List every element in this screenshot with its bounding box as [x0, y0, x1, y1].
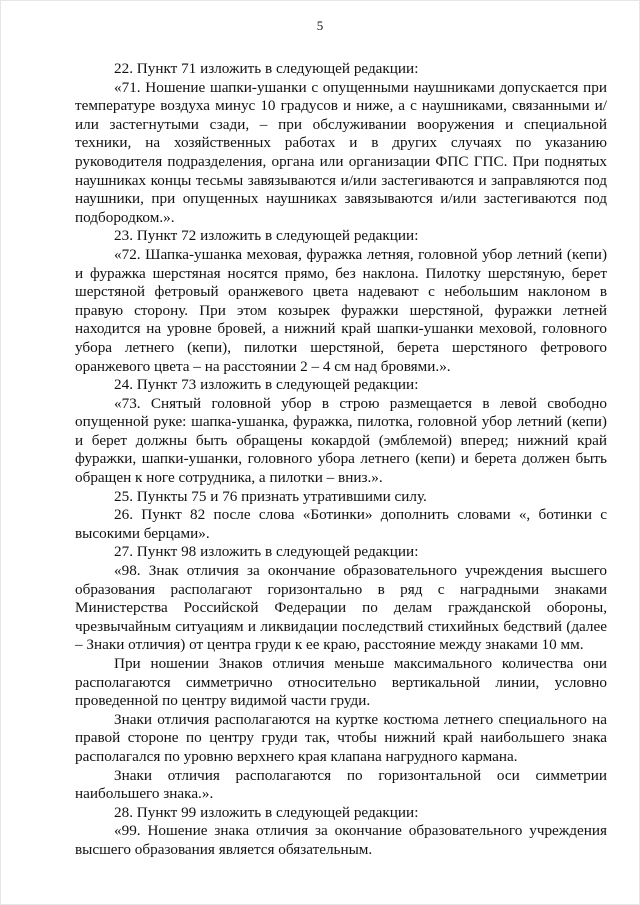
paragraph-clause-98-part-2: При ношении Знаков отличия меньше максимального количества они располагаются симметрично относительно вертикальной линии, условно проведенной по центру видимой части груди. [75, 655, 607, 710]
paragraph-item-23: 23. Пункт 72 изложить в следующей редакции: [114, 227, 419, 245]
paragraph-item-22: 22. Пункт 71 изложить в следующей редакции: [114, 60, 419, 77]
paragraph-clause-71: «71. Ношение шапки-ушанки с опущенными наушниками допускается при температуре воздуха минус 10 градусов и ниже, а с наушниками, связанными и/или застегнутыми сзади, – при обслуживании вооружения и специальной техники, на хозяйственных работах и в других случаях по указанию руководителя подразделения, органа или организации ФПС ГПС. При поднятых наушниках концы тесьмы завязываются и/или застегиваются и заправляются под наушники, при опущенных наушниках завязываются и/или застегиваются под подбородком.». [75, 78, 607, 226]
document-body [75, 60, 607, 860]
paragraph-clause-72: «72. Шапка-ушанка меховая, фуражка летняя, головной убор летний (кепи) и фуражка шерстяная носятся прямо, без наклона. Пилотку шерстяную, берет шерстяной фетровый оранжевого цвета надевают с небольшим наклоном в правую сторону. При этом козырек фуражки шерстяной, фуражки летней находится на уровне бровей, а нижний край шапки-ушанки меховой, головного убора летнего (кепи), пилотки шерстяной, берета шерстяного фетрового оранжевого цвета – на расстоянии 2 – 4 см над бровями.». [75, 245, 607, 375]
paragraph-item-26: 26. Пункт 82 после слова «Ботинки» дополнить словами «, ботинки с высокими берцами». [75, 506, 607, 542]
paragraph-clause-98: «98. Знак отличия за окончание образовательного учреждения высшего образования располагают горизонтально в ряд с наградными знаками Министерства Российской Федерации по делам гражданской обороны, чрезвычайным ситуациям и ликвидации последствий стихийных бедствий (далее – Знаки отличия) от центра груди к ее краю, расстояние между знаками 10 мм. [75, 562, 607, 654]
paragraph-clause-73: «73. Снятый головной убор в строю размещается в левой свободно опущенной руке: шапка-ушанка, фуражка, пилотка, головной убор летний (кепи) и берет должны быть обращены кокардой (эмблемой) вперед; нижний край фуражки, шапки-ушанки, головного убора летнего (кепи) и берета должен быть обращен к ноге сотрудника, а пилотки – вниз.». [75, 394, 607, 487]
paragraph-clause-98-part-4: Знаки отличия располагаются по горизонтальной оси симметрии наибольшего знака.». [75, 766, 607, 803]
paragraph-item-24: 24. Пункт 73 изложить в следующей редакции: [114, 376, 419, 394]
paragraph-item-27: 27. Пункт 98 изложить в следующей редакции: [114, 543, 419, 561]
page-number: 5 [316, 18, 324, 33]
paragraph-clause-98-part-3: Знаки отличия располагаются на куртке костюма летнего специального на правой стороне по центру груди так, чтобы нижний край наибольшего знака располагался по уровню верхнего края клапана нагрудного кармана. [75, 710, 607, 765]
paragraph-clause-99: «99. Ношение знака отличия за окончание образовательного учреждения высшего образования является обязательным. [75, 822, 607, 858]
paragraph-item-25: 25. Пункты 75 и 76 признать утратившими силу. [114, 487, 427, 505]
paragraph-item-28: 28. Пункт 99 изложить в следующей редакции: [114, 803, 419, 821]
